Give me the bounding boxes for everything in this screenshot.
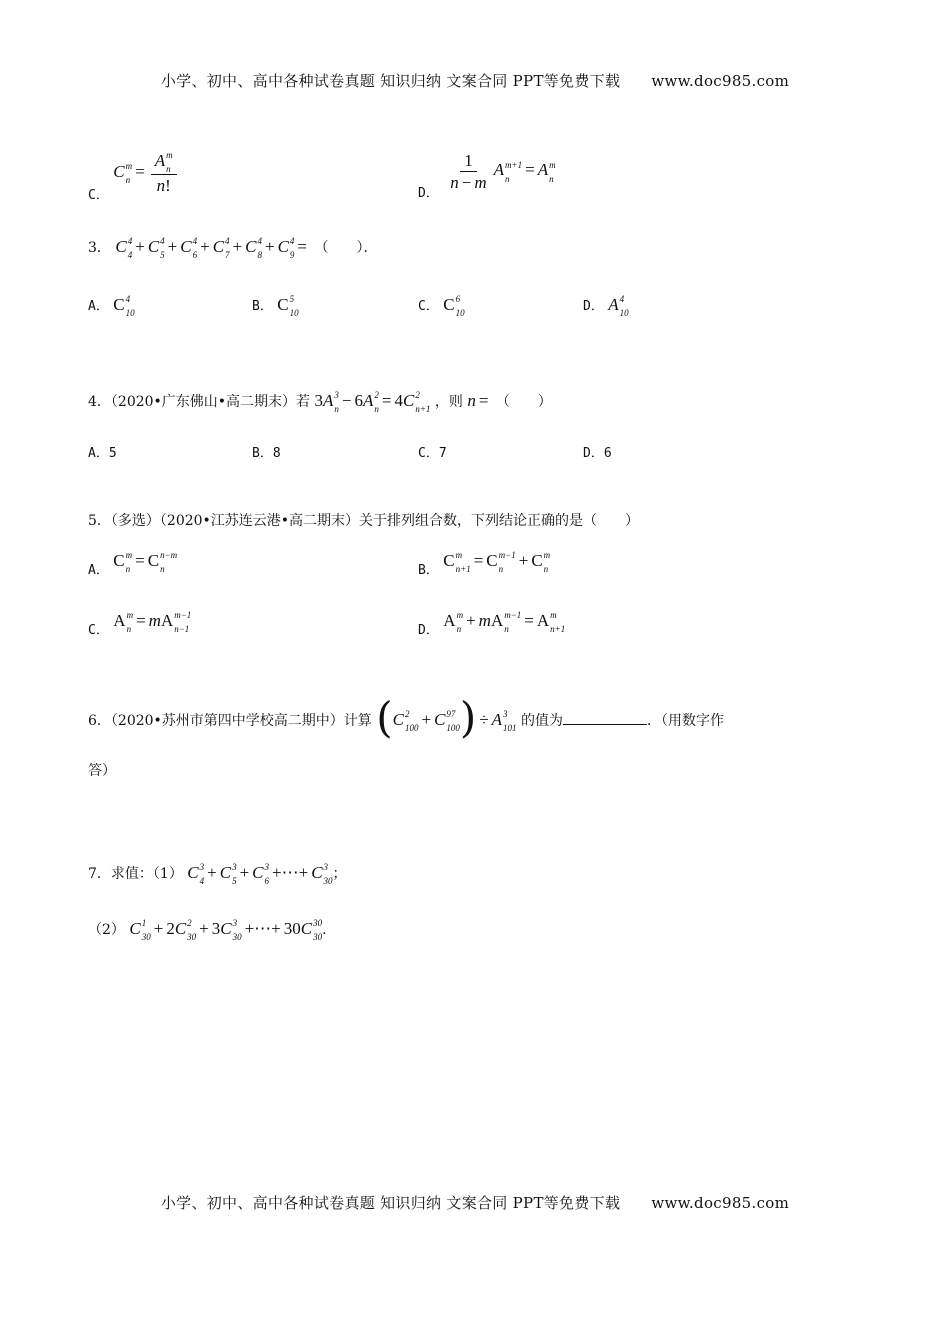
q5-option-b bbox=[418, 550, 551, 578]
then-text: ，则 bbox=[434, 394, 463, 410]
formula: C 4 10 bbox=[113, 294, 135, 319]
answer-blank bbox=[563, 724, 647, 725]
page-footer bbox=[0, 1192, 950, 1213]
question-tail: 的值为 bbox=[521, 712, 563, 729]
q3-option-d bbox=[583, 294, 629, 319]
option-label: A． bbox=[88, 299, 109, 314]
formula: C 3 4 + C 3 5 + C 3 6 +⋯+ C 3 30 bbox=[187, 862, 333, 887]
header-url: www.doc985.com bbox=[651, 72, 790, 90]
formula: A m n = mA m−1 n−1 bbox=[113, 610, 192, 635]
question-number: 3． bbox=[88, 240, 111, 256]
q4-option-a bbox=[88, 446, 117, 460]
question-4 bbox=[88, 390, 552, 415]
question-continuation: 答） bbox=[88, 763, 116, 779]
option-label: D．6 bbox=[583, 446, 612, 461]
formula: C 6 10 bbox=[443, 294, 465, 319]
option-label: C． bbox=[88, 623, 109, 638]
formula: C m n = C n−m n bbox=[113, 550, 178, 575]
formula: C m n+1 = C m−1 n + C m n bbox=[443, 550, 551, 575]
option-label: A．5 bbox=[88, 446, 117, 461]
q2-option-c bbox=[88, 150, 180, 203]
option-label: D． bbox=[583, 299, 604, 314]
formula: $\frac{1}{n - m}$ A m+1 n = A m n bbox=[450, 151, 556, 192]
question-tail-2: ．（用数字作 bbox=[647, 712, 724, 729]
q2-option-d bbox=[418, 151, 556, 202]
question-5 bbox=[88, 514, 639, 528]
page-header bbox=[0, 70, 950, 91]
variable-n: n = bbox=[467, 391, 489, 410]
header-text: 小学、初中、高中各种试卷真题 知识归纳 文案合同 PPT等免费下载 bbox=[160, 72, 621, 90]
punctuation: ； bbox=[332, 866, 347, 882]
q3-option-c bbox=[418, 294, 465, 319]
footer-text: 小学、初中、高中各种试卷真题 知识归纳 文案合同 PPT等免费下载 bbox=[160, 1194, 621, 1212]
formula: C 4 4 + C 4 5 + C 4 6 + C 4 7 + C 4 8 + C 4 9 = bbox=[115, 236, 307, 261]
question-7-part-1 bbox=[88, 862, 347, 887]
formula: A 4 10 bbox=[608, 294, 629, 319]
q5-option-c bbox=[88, 610, 192, 638]
q5-option-d bbox=[418, 610, 566, 638]
option-label: C．7 bbox=[418, 446, 447, 461]
option-label: B． bbox=[418, 563, 439, 578]
answer-paren: （ ） bbox=[495, 394, 552, 410]
option-label: C． bbox=[418, 299, 439, 314]
question-7-part-2 bbox=[88, 918, 327, 943]
q5-option-a bbox=[88, 550, 178, 578]
question-stem: 7．求值：（1） bbox=[88, 866, 183, 882]
question-stem: 6．（2020•苏州市第四中学校高二期中）计算 bbox=[88, 712, 372, 729]
formula: (C 2 100 + C 97 100 ) ÷ A 3 101 bbox=[376, 693, 517, 742]
question-stem: 4．（2020•广东佛山•高二期末）若 bbox=[88, 394, 311, 410]
question-3 bbox=[88, 236, 378, 261]
option-label: C． bbox=[88, 187, 109, 203]
question-6 bbox=[88, 693, 724, 742]
option-label: B． bbox=[252, 299, 273, 314]
footer-url: www.doc985.com bbox=[651, 1194, 790, 1212]
formula: C m n = A m n n! bbox=[113, 162, 179, 181]
question-6-line-2 bbox=[88, 764, 116, 778]
option-label: B．8 bbox=[252, 446, 281, 461]
q4-option-d bbox=[583, 446, 612, 460]
q3-option-a bbox=[88, 294, 135, 319]
option-label: A． bbox=[88, 563, 109, 578]
part-label: （2） bbox=[88, 922, 125, 938]
formula: 3A 3 n − 6A 2 n = 4C 2 n+1 bbox=[314, 390, 431, 415]
option-label: D． bbox=[418, 186, 439, 202]
q4-option-b bbox=[252, 446, 281, 460]
punctuation: . bbox=[322, 922, 327, 938]
q3-option-b bbox=[252, 294, 299, 319]
formula: C 5 10 bbox=[277, 294, 299, 319]
answer-paren: （ ）． bbox=[314, 240, 378, 256]
question-stem: 5．（多选）（2020•江苏连云港•高二期末）关于排列组合数，下列结论正确的是（ ） bbox=[88, 513, 640, 529]
q4-option-c bbox=[418, 446, 447, 460]
option-label: D． bbox=[418, 623, 439, 638]
formula: A m n + mA m−1 n = A m n+1 bbox=[443, 610, 566, 635]
formula: C 1 30 + 2C 2 30 + 3C 3 30 +⋯+ 30C 30 30 bbox=[129, 918, 323, 943]
